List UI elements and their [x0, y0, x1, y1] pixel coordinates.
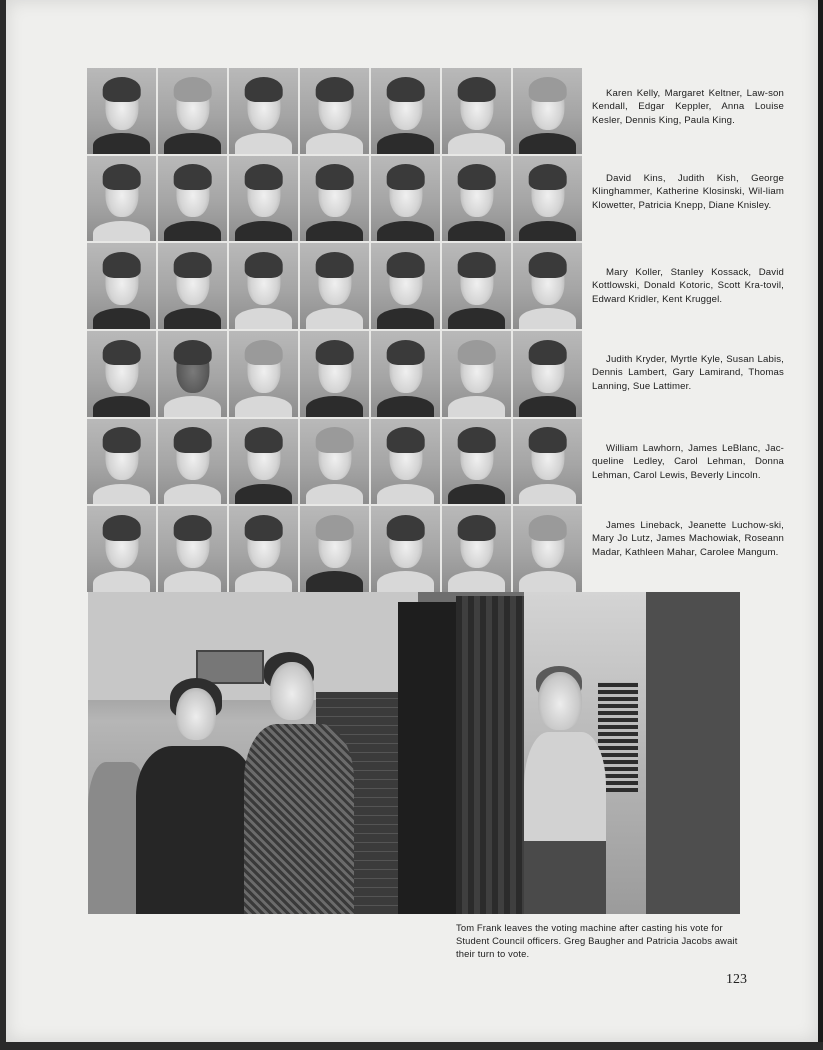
student-portrait — [513, 243, 582, 329]
photo-doorway — [398, 602, 458, 914]
student-portrait — [513, 506, 582, 592]
student-portrait — [158, 156, 227, 242]
student-portrait — [158, 419, 227, 505]
student-portrait — [513, 419, 582, 505]
caption-row-2: David Kins, Judith Kish, George Klinghammer, Katherine Klosinski, Wil-liam Klowetter, Patricia Knepp, Diane Knisley. — [592, 173, 784, 211]
page-number: 123 — [726, 972, 747, 987]
student-portrait — [87, 419, 156, 505]
caption-row-5: William Lawhorn, James LeBlanc, Jac-queline Ledley, Carol Lehman, Donna Lehman, Carol Lewis, Beverly Lincoln. — [592, 443, 784, 481]
student-portrait — [87, 506, 156, 592]
student-portrait — [371, 331, 440, 417]
student-portrait — [158, 506, 227, 592]
student-portrait — [513, 68, 582, 154]
student-portrait — [87, 331, 156, 417]
student-portrait — [229, 156, 298, 242]
student-portrait — [300, 243, 369, 329]
student-portrait — [371, 419, 440, 505]
student-portrait — [300, 331, 369, 417]
caption-row-3: Mary Koller, Stanley Kossack, David Kottlowski, Donald Kotoric, Scott Kra-tovil, Edward Kridler, Kent Kruggel. — [592, 267, 784, 305]
student-portrait — [442, 243, 511, 329]
caption-row-4: Judith Kryder, Myrtle Kyle, Susan Labis, Dennis Lambert, Gary Lamirand, Thomas Lanning, Sue Lattimer. — [592, 354, 784, 392]
student-portrait — [300, 419, 369, 505]
scan-bottom-edge — [0, 1042, 823, 1050]
student-portrait — [442, 156, 511, 242]
caption-row-1: Karen Kelly, Margaret Keltner, Law-son Kendall, Edgar Keppler, Anna Louise Kesler, Dennis King, Paula King. — [592, 88, 784, 126]
student-portrait — [442, 68, 511, 154]
student-portrait — [229, 331, 298, 417]
student-portrait — [229, 68, 298, 154]
student-portrait — [229, 506, 298, 592]
student-portrait — [229, 243, 298, 329]
student-portrait — [371, 506, 440, 592]
student-portrait — [513, 331, 582, 417]
photo-curtain-right — [646, 592, 740, 914]
student-portrait — [442, 419, 511, 505]
portrait-grid — [87, 68, 582, 592]
student-portrait — [371, 68, 440, 154]
student-portrait — [442, 331, 511, 417]
person-greg — [236, 652, 366, 914]
student-portrait — [229, 419, 298, 505]
photo-curtain-left — [456, 596, 524, 914]
student-portrait — [371, 243, 440, 329]
photo-caption: Tom Frank leaves the voting machine after casting his vote for Student Council officers. Greg Baugher and Patricia Jacobs await their turn to vote. — [456, 922, 738, 960]
student-portrait — [87, 156, 156, 242]
student-portrait — [300, 506, 369, 592]
student-portrait — [158, 243, 227, 329]
student-portrait — [300, 68, 369, 154]
student-portrait — [87, 243, 156, 329]
voting-photo — [88, 592, 740, 914]
person-tom — [524, 666, 644, 914]
student-portrait — [371, 156, 440, 242]
student-portrait — [513, 156, 582, 242]
student-portrait — [300, 156, 369, 242]
caption-row-6: James Lineback, Jeanette Luchow-ski, Mary Jo Lutz, James Machowiak, Roseann Madar, Kathleen Mahar, Carolee Mangum. — [592, 520, 784, 558]
student-portrait — [158, 331, 227, 417]
student-portrait — [158, 68, 227, 154]
student-portrait — [442, 506, 511, 592]
student-portrait — [87, 68, 156, 154]
